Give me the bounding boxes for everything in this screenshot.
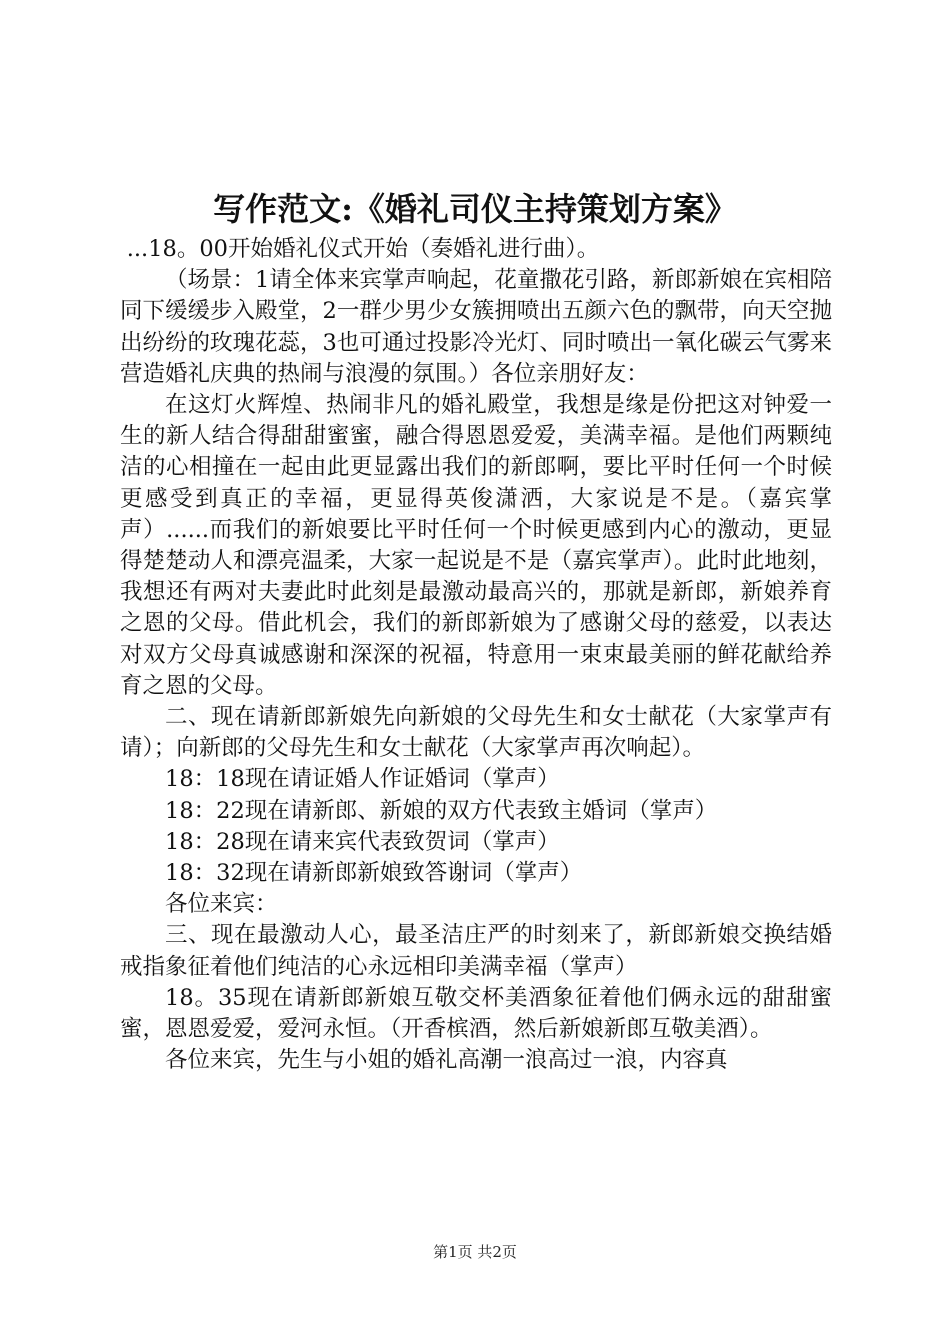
document-body bbox=[120, 234, 832, 1076]
paragraph-1: ...18。00开始婚礼仪式开始（奏婚礼进行曲）。 bbox=[126, 236, 600, 262]
paragraph-10: 三、现在最激动人心，最圣洁庄严的时刻来了，新郎新娘交换结婚戒指象征着他们纯洁的心永远相印美满幸福（掌声） bbox=[120, 922, 832, 980]
paragraph-9: 各位来宾： bbox=[165, 891, 278, 918]
paragraph-5: 18：18现在请证婚人作证婚词（掌声） bbox=[165, 766, 560, 793]
paragraph-4: 二、现在请新郎新娘先向新娘的父母先生和女士献花（大家掌声有请）；向新郎的父母先生和女士献花（大家掌声再次响起）。 bbox=[120, 704, 832, 762]
paragraph-7: 18：28现在请来宾代表致贺词（掌声） bbox=[165, 828, 560, 855]
paragraph-6: 18：22现在请新郎、新娘的双方代表致主婚词（掌声） bbox=[165, 797, 718, 824]
paragraph-8: 18：32现在请新郎新娘致答谢词（掌声） bbox=[165, 860, 583, 887]
page-footer: 第1页 共2页 bbox=[433, 1243, 517, 1261]
paragraph-12: 各位来宾，先生与小姐的婚礼高潮一浪高过一浪，内容真 bbox=[165, 1047, 728, 1074]
paragraph-3: 在这灯火辉煌、热闹非凡的婚礼殿堂，我想是缘是份把这对钟爱一生的新人结合得甜甜蜜蜜，融合得恩恩爱爱，美满幸福。是他们两颗纯洁的心相撞在一起由此更显露出我们的新郎啊，要比平时任何一个时候更感受到真正的幸福，更显得英俊潇洒，大家说是不是。（嘉宾掌声）......而我们的新娘要比平时任何一个时候更感到内心的激动，更显得楚楚动人和漂亮温柔，大家一起说是不是（嘉宾掌声）。此时此地刻，我想还有两对夫妻此时此刻是最激动最高兴的，那就是新郎，新娘养育之恩的父母。借此机会，我们的新郎新娘为了感谢父母的慈爱，以表达对双方父母真诚感谢和深深的祝福，特意用一束束最美丽的鲜花献给养育之恩的父母。 bbox=[120, 392, 832, 699]
paragraph-11: 18。35现在请新郎新娘互敬交杯美酒象征着他们俩永远的甜甜蜜蜜，恩恩爱爱，爱河永恒。（开香槟酒，然后新娘新郎互敬美酒）。 bbox=[120, 984, 832, 1043]
document-title: 写作范文:《婚礼司仪主持策划方案》 bbox=[213, 190, 737, 228]
paragraph-2: （场景：1请全体来宾掌声响起，花童撒花引路，新郎新娘在宾相陪同下缓缓步入殿堂，2一群少男少女簇拥喷出五颜六色的飘带，向天空抛出纷纷的玫瑰花蕊，3也可通过投影冷光灯、同时喷出一氧化碳云气雾来营造婚礼庆典的热闹与浪漫的氛围。）各位亲朋好友： bbox=[120, 267, 832, 387]
